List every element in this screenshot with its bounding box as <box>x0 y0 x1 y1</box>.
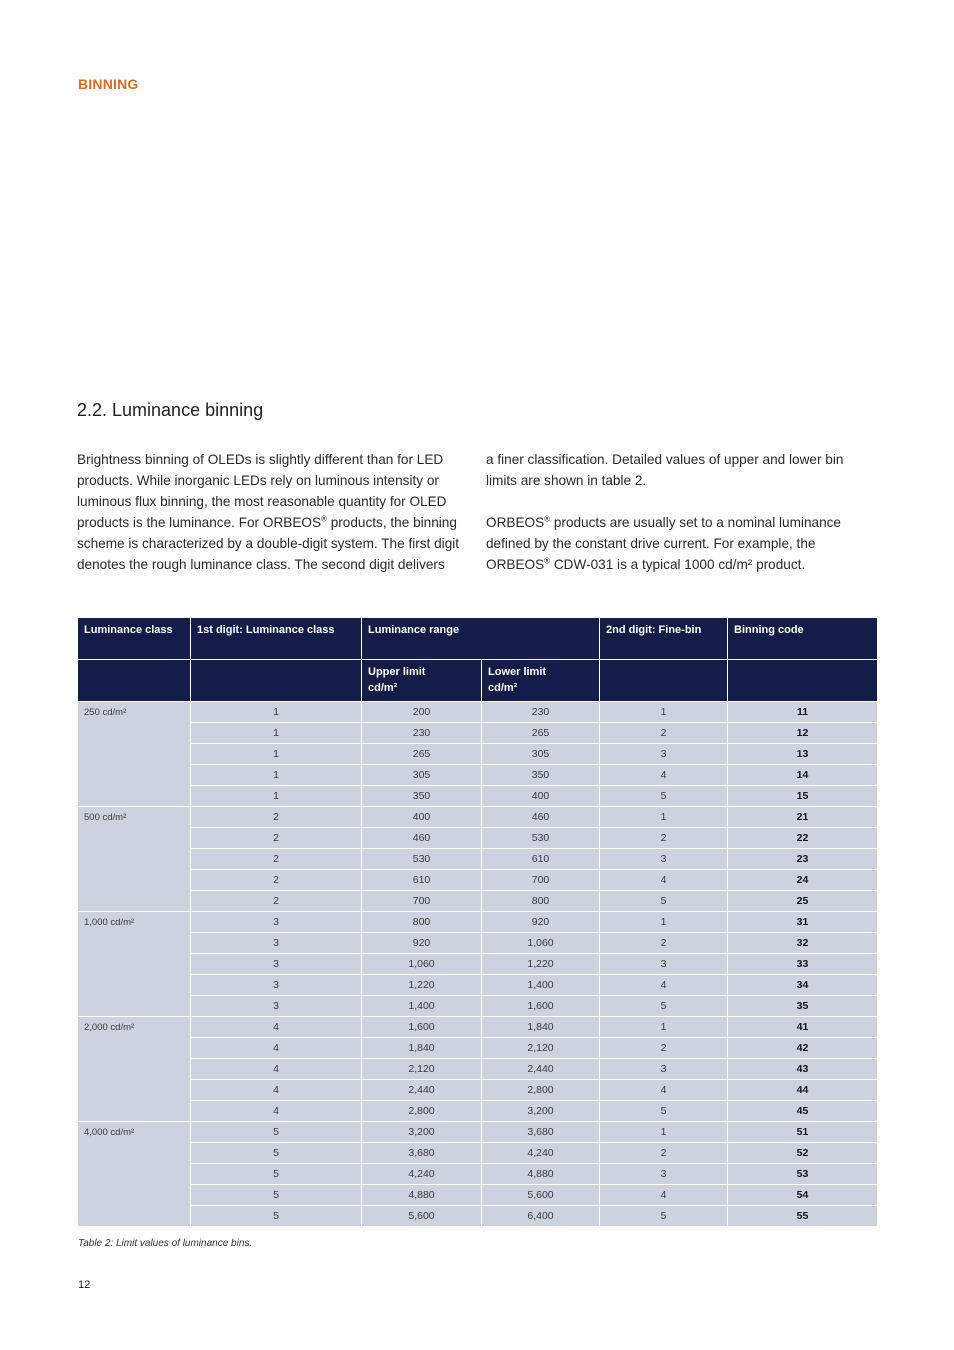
table-row <box>78 1080 878 1101</box>
cell-second-digit: 3 <box>600 954 728 975</box>
cell-upper-limit: 1,060 <box>362 954 482 975</box>
cell-lower-limit: 230 <box>482 702 600 723</box>
cell-binning-code: 14 <box>728 765 878 786</box>
table-row <box>78 1143 878 1164</box>
table-row <box>78 807 878 828</box>
cell-binning-code: 15 <box>728 786 878 807</box>
cell-binning-code: 22 <box>728 828 878 849</box>
cell-first-digit: 4 <box>191 1059 362 1080</box>
cell-binning-code: 23 <box>728 849 878 870</box>
subheader-empty <box>191 660 362 702</box>
cell-lower-limit: 305 <box>482 744 600 765</box>
table-row <box>78 1038 878 1059</box>
cell-second-digit: 3 <box>600 849 728 870</box>
cell-lower-limit: 1,840 <box>482 1017 600 1038</box>
cell-lower-limit: 265 <box>482 723 600 744</box>
cell-lower-limit: 2,800 <box>482 1080 600 1101</box>
table-caption: Table 2: Limit values of luminance bins. <box>78 1238 253 1249</box>
cell-second-digit: 1 <box>600 702 728 723</box>
header-unit: cd/m² <box>368 682 398 694</box>
table-row <box>78 996 878 1017</box>
header-unit: cd/m² <box>488 682 518 694</box>
cell-binning-code: 31 <box>728 912 878 933</box>
cell-lower-limit: 350 <box>482 765 600 786</box>
cell-lower-limit: 2,120 <box>482 1038 600 1059</box>
cell-binning-code: 43 <box>728 1059 878 1080</box>
cell-first-digit: 4 <box>191 1080 362 1101</box>
table-row <box>78 849 878 870</box>
header-second-digit: 2nd digit: Fine-bin <box>600 618 728 660</box>
table-row <box>78 702 878 723</box>
cell-binning-code: 52 <box>728 1143 878 1164</box>
header-binning-code: Binning code <box>728 618 878 660</box>
body-column-left <box>77 449 469 596</box>
cell-second-digit: 5 <box>600 1101 728 1122</box>
body-paragraph <box>77 449 469 575</box>
cell-first-digit: 1 <box>191 744 362 765</box>
cell-upper-limit: 230 <box>362 723 482 744</box>
table-row <box>78 786 878 807</box>
cell-lower-limit: 920 <box>482 912 600 933</box>
luminance-bins-table <box>77 617 878 1227</box>
cell-binning-code: 11 <box>728 702 878 723</box>
cell-binning-code: 24 <box>728 870 878 891</box>
registered-mark: ® <box>321 514 327 524</box>
cell-first-digit: 1 <box>191 786 362 807</box>
table-row <box>78 1122 878 1143</box>
table-row <box>78 933 878 954</box>
cell-second-digit: 2 <box>600 723 728 744</box>
cell-upper-limit: 4,240 <box>362 1164 482 1185</box>
cell-second-digit: 3 <box>600 1059 728 1080</box>
cell-binning-code: 41 <box>728 1017 878 1038</box>
table-row <box>78 1017 878 1038</box>
table-row <box>78 1164 878 1185</box>
cell-lower-limit: 800 <box>482 891 600 912</box>
cell-first-digit: 1 <box>191 702 362 723</box>
cell-upper-limit: 530 <box>362 849 482 870</box>
cell-upper-limit: 610 <box>362 870 482 891</box>
cell-upper-limit: 350 <box>362 786 482 807</box>
cell-upper-limit: 2,440 <box>362 1080 482 1101</box>
cell-upper-limit: 265 <box>362 744 482 765</box>
cell-first-digit: 4 <box>191 1017 362 1038</box>
cell-upper-limit: 400 <box>362 807 482 828</box>
cell-second-digit: 2 <box>600 828 728 849</box>
cell-second-digit: 1 <box>600 807 728 828</box>
cell-upper-limit: 2,800 <box>362 1101 482 1122</box>
cell-upper-limit: 4,880 <box>362 1185 482 1206</box>
table-row <box>78 1185 878 1206</box>
header-upper-limit <box>362 660 482 702</box>
cell-first-digit: 2 <box>191 828 362 849</box>
cell-second-digit: 4 <box>600 1185 728 1206</box>
cell-upper-limit: 200 <box>362 702 482 723</box>
cell-lower-limit: 2,440 <box>482 1059 600 1080</box>
cell-second-digit: 5 <box>600 996 728 1017</box>
cell-first-digit: 3 <box>191 996 362 1017</box>
cell-lower-limit: 610 <box>482 849 600 870</box>
cell-luminance-class: 4,000 cd/m² <box>78 1122 191 1227</box>
cell-luminance-class: 250 cd/m² <box>78 702 191 807</box>
cell-upper-limit: 700 <box>362 891 482 912</box>
cell-first-digit: 4 <box>191 1101 362 1122</box>
cell-first-digit: 5 <box>191 1206 362 1227</box>
cell-second-digit: 2 <box>600 1143 728 1164</box>
cell-binning-code: 32 <box>728 933 878 954</box>
registered-mark: ® <box>544 556 551 566</box>
cell-second-digit: 5 <box>600 891 728 912</box>
cell-lower-limit: 1,060 <box>482 933 600 954</box>
cell-lower-limit: 4,240 <box>482 1143 600 1164</box>
cell-first-digit: 5 <box>191 1122 362 1143</box>
cell-first-digit: 3 <box>191 912 362 933</box>
cell-binning-code: 42 <box>728 1038 878 1059</box>
cell-lower-limit: 530 <box>482 828 600 849</box>
cell-upper-limit: 5,600 <box>362 1206 482 1227</box>
cell-first-digit: 5 <box>191 1185 362 1206</box>
body-text: ORBEOS <box>486 515 545 530</box>
table-row <box>78 744 878 765</box>
body-column-right <box>486 449 878 596</box>
cell-second-digit: 2 <box>600 1038 728 1059</box>
table-subheader-row <box>78 660 878 702</box>
cell-binning-code: 54 <box>728 1185 878 1206</box>
cell-second-digit: 2 <box>600 933 728 954</box>
body-paragraph: a finer classification. Detailed values of upper and lower bin limits are shown in table 2. <box>486 452 844 488</box>
cell-first-digit: 3 <box>191 933 362 954</box>
cell-first-digit: 2 <box>191 849 362 870</box>
table-row <box>78 1206 878 1227</box>
cell-upper-limit: 920 <box>362 933 482 954</box>
cell-first-digit: 2 <box>191 807 362 828</box>
cell-binning-code: 51 <box>728 1122 878 1143</box>
cell-first-digit: 5 <box>191 1143 362 1164</box>
table-row <box>78 1059 878 1080</box>
subheader-empty <box>600 660 728 702</box>
body-text: Brightness binning of OLEDs is slightly different than for LED products. While inorganic LEDs rely on luminous intensity or luminous flux binning, the most reasonable quantity for OLED products is the luminance. For ORBEOS <box>77 452 447 530</box>
cell-second-digit: 3 <box>600 1164 728 1185</box>
cell-lower-limit: 4,880 <box>482 1164 600 1185</box>
cell-first-digit: 3 <box>191 954 362 975</box>
cell-second-digit: 4 <box>600 870 728 891</box>
table-row <box>78 891 878 912</box>
cell-second-digit: 1 <box>600 1122 728 1143</box>
cell-upper-limit: 2,120 <box>362 1059 482 1080</box>
cell-binning-code: 35 <box>728 996 878 1017</box>
header-first-digit: 1st digit: Luminance class <box>191 618 362 660</box>
cell-binning-code: 45 <box>728 1101 878 1122</box>
cell-binning-code: 44 <box>728 1080 878 1101</box>
cell-lower-limit: 6,400 <box>482 1206 600 1227</box>
body-text: CDW-031 is a typical 1000 cd/m² product. <box>550 557 806 572</box>
section-header: BINNING <box>78 76 139 92</box>
cell-lower-limit: 3,680 <box>482 1122 600 1143</box>
cell-first-digit: 4 <box>191 1038 362 1059</box>
cell-second-digit: 1 <box>600 912 728 933</box>
cell-first-digit: 2 <box>191 891 362 912</box>
cell-second-digit: 4 <box>600 1080 728 1101</box>
registered-mark: ® <box>544 514 551 524</box>
cell-lower-limit: 700 <box>482 870 600 891</box>
cell-upper-limit: 800 <box>362 912 482 933</box>
body-text: products are usually set to a nominal luminance defined by the constant drive current. For example, the ORBEOS <box>486 515 841 572</box>
cell-binning-code: 13 <box>728 744 878 765</box>
cell-binning-code: 12 <box>728 723 878 744</box>
table-row <box>78 1101 878 1122</box>
cell-first-digit: 1 <box>191 765 362 786</box>
table-row <box>78 828 878 849</box>
cell-luminance-class: 2,000 cd/m² <box>78 1017 191 1122</box>
cell-first-digit: 2 <box>191 870 362 891</box>
cell-upper-limit: 1,840 <box>362 1038 482 1059</box>
cell-luminance-class: 1,000 cd/m² <box>78 912 191 1017</box>
cell-binning-code: 25 <box>728 891 878 912</box>
body-text: products, the binning scheme is characterized by a double-digit system. The first digit denotes the rough luminance class. The second digit delivers <box>77 515 460 572</box>
cell-second-digit: 4 <box>600 765 728 786</box>
cell-lower-limit: 1,220 <box>482 954 600 975</box>
cell-second-digit: 1 <box>600 1017 728 1038</box>
subheader-empty <box>728 660 878 702</box>
cell-second-digit: 5 <box>600 786 728 807</box>
cell-binning-code: 55 <box>728 1206 878 1227</box>
cell-upper-limit: 3,200 <box>362 1122 482 1143</box>
cell-lower-limit: 3,200 <box>482 1101 600 1122</box>
table-row <box>78 954 878 975</box>
cell-second-digit: 5 <box>600 1206 728 1227</box>
subheader-empty <box>78 660 191 702</box>
cell-upper-limit: 1,220 <box>362 975 482 996</box>
header-lower-limit <box>482 660 600 702</box>
cell-lower-limit: 400 <box>482 786 600 807</box>
table-row <box>78 723 878 744</box>
cell-second-digit: 4 <box>600 975 728 996</box>
cell-binning-code: 21 <box>728 807 878 828</box>
cell-first-digit: 1 <box>191 723 362 744</box>
body-paragraph <box>486 512 878 575</box>
cell-upper-limit: 1,600 <box>362 1017 482 1038</box>
cell-first-digit: 3 <box>191 975 362 996</box>
cell-binning-code: 33 <box>728 954 878 975</box>
header-lower-limit-label: Lower limit <box>488 666 547 678</box>
table-row <box>78 765 878 786</box>
cell-binning-code: 53 <box>728 1164 878 1185</box>
table-row <box>78 912 878 933</box>
cell-binning-code: 34 <box>728 975 878 996</box>
cell-upper-limit: 305 <box>362 765 482 786</box>
header-luminance-range: Luminance range <box>362 618 600 660</box>
cell-lower-limit: 1,400 <box>482 975 600 996</box>
cell-luminance-class: 500 cd/m² <box>78 807 191 912</box>
cell-lower-limit: 460 <box>482 807 600 828</box>
header-upper-limit-label: Upper limit <box>368 666 426 678</box>
cell-first-digit: 5 <box>191 1164 362 1185</box>
table-body <box>78 702 878 1227</box>
cell-upper-limit: 1,400 <box>362 996 482 1017</box>
table-row <box>78 870 878 891</box>
cell-second-digit: 3 <box>600 744 728 765</box>
cell-upper-limit: 3,680 <box>362 1143 482 1164</box>
header-luminance-class: Luminance class <box>78 618 191 660</box>
page-number: 12 <box>78 1279 91 1291</box>
page-title: 2.2. Luminance binning <box>77 400 264 420</box>
table-row <box>78 975 878 996</box>
cell-lower-limit: 5,600 <box>482 1185 600 1206</box>
table-header-row <box>78 618 878 660</box>
cell-upper-limit: 460 <box>362 828 482 849</box>
cell-lower-limit: 1,600 <box>482 996 600 1017</box>
